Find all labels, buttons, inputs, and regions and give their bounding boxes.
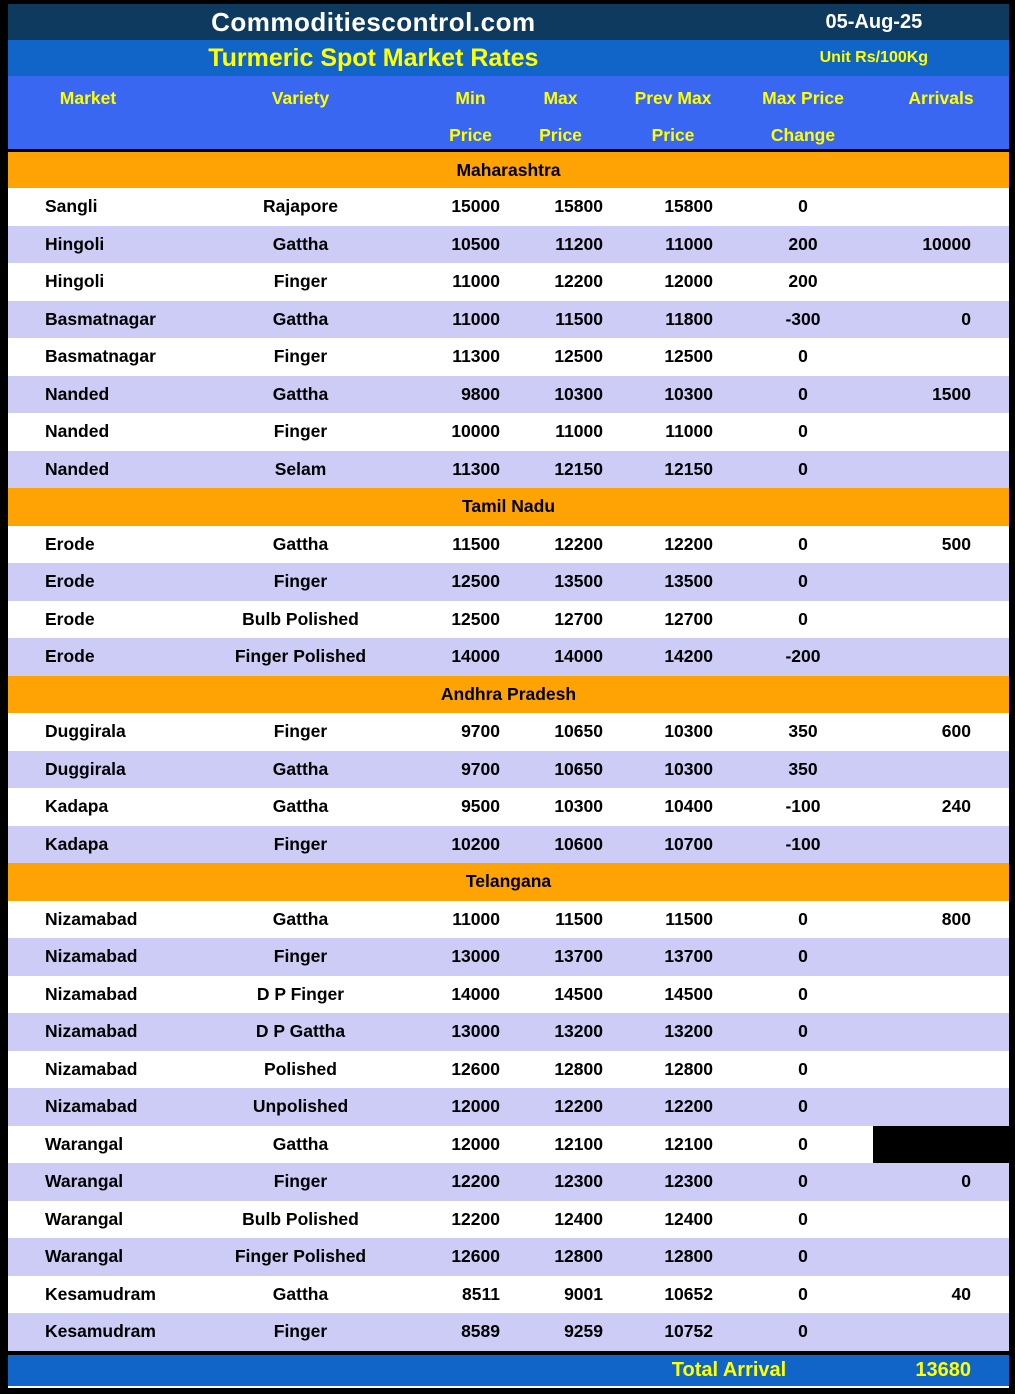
section-title: Maharashtra (8, 151, 1009, 189)
cell-market: Warangal (8, 1201, 168, 1239)
section-header-row (8, 151, 1009, 189)
cell-max-price-change: -200 (733, 638, 873, 676)
cell-max-price: 13500 (508, 563, 613, 601)
cell-min-price: 9500 (433, 788, 508, 826)
cell-variety: Gattha (168, 1126, 433, 1164)
cell-max-price: 10650 (508, 751, 613, 789)
cell-market: Hingoli (8, 263, 168, 301)
cell-max-price-change: 0 (733, 188, 873, 226)
cell-variety: Rajapore (168, 188, 433, 226)
cell-arrivals: 40 (873, 1276, 1009, 1314)
cell-prev-max-price: 13200 (613, 1013, 733, 1051)
cell-prev-max-price: 10752 (613, 1313, 733, 1351)
cell-arrivals: 1500 (873, 376, 1009, 414)
cell-market: Nizamabad (8, 901, 168, 939)
cell-arrivals (873, 1013, 1009, 1051)
cell-max-price: 15800 (508, 188, 613, 226)
cell-min-price: 10500 (433, 226, 508, 264)
cell-arrivals (873, 1313, 1009, 1351)
cell-variety: Gattha (168, 751, 433, 789)
cell-market: Kesamudram (8, 1313, 168, 1351)
cell-max-price-change: -300 (733, 301, 873, 339)
cell-market: Nanded (8, 376, 168, 414)
cell-arrivals (873, 638, 1009, 676)
table-row (8, 976, 1009, 1014)
section-header-row (8, 863, 1009, 901)
cell-market: Erode (8, 563, 168, 601)
cell-prev-max-price: 12500 (613, 338, 733, 376)
cell-market: Nanded (8, 451, 168, 489)
cell-max-price: 12700 (508, 601, 613, 639)
cell-market: Kesamudram (8, 1276, 168, 1314)
cell-market: Nizamabad (8, 1088, 168, 1126)
cell-prev-max-price: 10652 (613, 1276, 733, 1314)
cell-variety: Finger Polished (168, 1238, 433, 1276)
table-row (8, 226, 1009, 264)
cell-min-price: 9700 (433, 713, 508, 751)
cell-min-price: 11300 (433, 338, 508, 376)
cell-min-price: 12500 (433, 563, 508, 601)
cell-arrivals: 0 (873, 1163, 1009, 1201)
cell-prev-max-price: 14500 (613, 976, 733, 1014)
cell-min-price: 12500 (433, 601, 508, 639)
cell-prev-max-price: 12400 (613, 1201, 733, 1239)
cell-max-price-change: 0 (733, 451, 873, 489)
cell-max-price: 13700 (508, 938, 613, 976)
table-row (8, 1013, 1009, 1051)
cell-arrivals (873, 338, 1009, 376)
cell-max-price-change: 0 (733, 413, 873, 451)
cell-max-price-change: 350 (733, 713, 873, 751)
cell-variety: Finger (168, 938, 433, 976)
col-header-min-price: Min Price (433, 76, 508, 151)
table-row (8, 901, 1009, 939)
app-header (8, 4, 1009, 40)
table-row (8, 188, 1009, 226)
table-row (8, 1276, 1009, 1314)
cell-max-price-change: 0 (733, 1276, 873, 1314)
cell-max-price-change: 200 (733, 263, 873, 301)
cell-variety: Gattha (168, 376, 433, 414)
cell-arrivals-blackout (873, 1126, 1009, 1164)
cell-arrivals (873, 1238, 1009, 1276)
report-date: 05-Aug-25 (825, 10, 923, 33)
cell-prev-max-price: 10400 (613, 788, 733, 826)
cell-market: Nizamabad (8, 1013, 168, 1051)
cell-prev-max-price: 10300 (613, 713, 733, 751)
cell-max-price-change: 0 (733, 1126, 873, 1164)
cell-market: Kadapa (8, 788, 168, 826)
cell-min-price: 13000 (433, 938, 508, 976)
cell-market: Nanded (8, 413, 168, 451)
table-row (8, 826, 1009, 864)
cell-variety: Finger (168, 263, 433, 301)
cell-min-price: 12600 (433, 1238, 508, 1276)
total-arrival-value: 13680 (915, 1358, 971, 1381)
cell-max-price-change: 0 (733, 1051, 873, 1089)
cell-prev-max-price: 10700 (613, 826, 733, 864)
title-bar (8, 40, 1009, 76)
cell-arrivals (873, 451, 1009, 489)
cell-variety: Finger (168, 1163, 433, 1201)
cell-variety: Gattha (168, 788, 433, 826)
cell-min-price: 13000 (433, 1013, 508, 1051)
cell-market: Nizamabad (8, 938, 168, 976)
cell-variety: Finger (168, 338, 433, 376)
cell-min-price: 8589 (433, 1313, 508, 1351)
cell-min-price: 11300 (433, 451, 508, 489)
cell-max-price: 11000 (508, 413, 613, 451)
cell-max-price: 12200 (508, 1088, 613, 1126)
cell-prev-max-price: 12700 (613, 601, 733, 639)
cell-min-price: 11500 (433, 526, 508, 564)
cell-market: Duggirala (8, 713, 168, 751)
cell-market: Kadapa (8, 826, 168, 864)
cell-max-price: 10300 (508, 376, 613, 414)
table-row (8, 376, 1009, 414)
col-header-variety: Variety (168, 76, 433, 151)
cell-market: Erode (8, 601, 168, 639)
cell-variety: Finger (168, 563, 433, 601)
cell-market: Nizamabad (8, 1051, 168, 1089)
cell-variety: Finger (168, 1313, 433, 1351)
cell-prev-max-price: 11000 (613, 226, 733, 264)
table-row (8, 1126, 1009, 1164)
table-row (8, 563, 1009, 601)
table-header (8, 76, 1009, 151)
cell-arrivals: 800 (873, 901, 1009, 939)
cell-variety: Finger (168, 713, 433, 751)
cell-market: Basmatnagar (8, 338, 168, 376)
col-header-max-price-change: Max Price Change (733, 76, 873, 151)
cell-variety: Gattha (168, 301, 433, 339)
cell-max-price-change: 0 (733, 376, 873, 414)
cell-prev-max-price: 12800 (613, 1051, 733, 1089)
cell-min-price: 14000 (433, 976, 508, 1014)
cell-arrivals (873, 1088, 1009, 1126)
cell-min-price: 12600 (433, 1051, 508, 1089)
cell-arrivals (873, 263, 1009, 301)
cell-arrivals (873, 751, 1009, 789)
table-row (8, 263, 1009, 301)
cell-max-price: 10600 (508, 826, 613, 864)
cell-max-price-change: 0 (733, 563, 873, 601)
cell-max-price-change: 0 (733, 1313, 873, 1351)
cell-max-price-change: 200 (733, 226, 873, 264)
cell-max-price: 12150 (508, 451, 613, 489)
table-row (8, 413, 1009, 451)
cell-max-price: 9259 (508, 1313, 613, 1351)
cell-arrivals: 0 (873, 301, 1009, 339)
cell-min-price: 12200 (433, 1201, 508, 1239)
table-row (8, 938, 1009, 976)
cell-max-price-change: -100 (733, 788, 873, 826)
cell-variety: Selam (168, 451, 433, 489)
cell-arrivals (873, 826, 1009, 864)
brand-title: Commoditiescontrol.com (211, 6, 536, 37)
cell-min-price: 12200 (433, 1163, 508, 1201)
cell-arrivals (873, 601, 1009, 639)
cell-max-price: 10300 (508, 788, 613, 826)
cell-arrivals (873, 1051, 1009, 1089)
cell-max-price: 11500 (508, 901, 613, 939)
cell-min-price: 15000 (433, 188, 508, 226)
section-title: Telangana (8, 863, 1009, 901)
cell-market: Sangli (8, 188, 168, 226)
table-row (8, 1163, 1009, 1201)
col-header-arrivals: Arrivals (873, 76, 1009, 151)
section-header-row (8, 488, 1009, 526)
cell-max-price: 14000 (508, 638, 613, 676)
table-row (8, 1238, 1009, 1276)
table-row (8, 638, 1009, 676)
cell-prev-max-price: 12200 (613, 1088, 733, 1126)
table-row (8, 451, 1009, 489)
cell-variety: Unpolished (168, 1088, 433, 1126)
cell-prev-max-price: 11500 (613, 901, 733, 939)
cell-max-price: 12800 (508, 1051, 613, 1089)
cell-arrivals (873, 188, 1009, 226)
cell-min-price: 8511 (433, 1276, 508, 1314)
table-row (8, 1051, 1009, 1089)
cell-arrivals (873, 976, 1009, 1014)
cell-variety: D P Finger (168, 976, 433, 1014)
cell-market: Warangal (8, 1238, 168, 1276)
cell-market: Duggirala (8, 751, 168, 789)
cell-max-price-change: 0 (733, 1088, 873, 1126)
cell-max-price-change: 350 (733, 751, 873, 789)
cell-arrivals: 10000 (873, 226, 1009, 264)
cell-variety: Bulb Polished (168, 601, 433, 639)
cell-max-price: 12100 (508, 1126, 613, 1164)
cell-max-price-change: 0 (733, 1238, 873, 1276)
section-header-row (8, 676, 1009, 714)
cell-market: Warangal (8, 1126, 168, 1164)
unit-label: Unit Rs/100Kg (819, 49, 929, 66)
cell-max-price-change: 0 (733, 976, 873, 1014)
rates-table-body (8, 151, 1009, 1351)
cell-market: Erode (8, 638, 168, 676)
cell-variety: D P Gattha (168, 1013, 433, 1051)
cell-min-price: 12000 (433, 1126, 508, 1164)
cell-prev-max-price: 10300 (613, 751, 733, 789)
cell-prev-max-price: 11800 (613, 301, 733, 339)
cell-min-price: 11000 (433, 901, 508, 939)
cell-min-price: 9800 (433, 376, 508, 414)
section-title: Andhra Pradesh (8, 676, 1009, 714)
table-row (8, 338, 1009, 376)
cell-min-price: 14000 (433, 638, 508, 676)
cell-arrivals: 240 (873, 788, 1009, 826)
cell-min-price: 9700 (433, 751, 508, 789)
cell-arrivals (873, 1201, 1009, 1239)
col-header-max-price: Max Price (508, 76, 613, 151)
col-header-market: Market (8, 76, 168, 151)
cell-variety: Finger Polished (168, 638, 433, 676)
cell-min-price: 10200 (433, 826, 508, 864)
cell-variety: Polished (168, 1051, 433, 1089)
page-title: Turmeric Spot Market Rates (208, 43, 539, 72)
cell-max-price-change: -100 (733, 826, 873, 864)
cell-market: Hingoli (8, 226, 168, 264)
cell-max-price-change: 0 (733, 1163, 873, 1201)
cell-variety: Gattha (168, 526, 433, 564)
table-row (8, 1201, 1009, 1239)
cell-max-price-change: 0 (733, 901, 873, 939)
table-row (8, 751, 1009, 789)
cell-arrivals (873, 563, 1009, 601)
cell-market: Warangal (8, 1163, 168, 1201)
cell-arrivals: 600 (873, 713, 1009, 751)
cell-max-price-change: 0 (733, 1013, 873, 1051)
col-header-prev-max-price: Prev Max Price (613, 76, 733, 151)
cell-variety: Gattha (168, 226, 433, 264)
cell-max-price: 11200 (508, 226, 613, 264)
cell-max-price: 11500 (508, 301, 613, 339)
cell-max-price-change: 0 (733, 526, 873, 564)
cell-prev-max-price: 12800 (613, 1238, 733, 1276)
cell-prev-max-price: 14200 (613, 638, 733, 676)
cell-prev-max-price: 12150 (613, 451, 733, 489)
cell-prev-max-price: 12000 (613, 263, 733, 301)
cell-variety: Finger (168, 413, 433, 451)
cell-max-price: 12200 (508, 263, 613, 301)
table-row (8, 1088, 1009, 1126)
cell-max-price: 12800 (508, 1238, 613, 1276)
cell-max-price: 12300 (508, 1163, 613, 1201)
table-row (8, 788, 1009, 826)
table-row (8, 301, 1009, 339)
cell-market: Nizamabad (8, 976, 168, 1014)
cell-variety: Gattha (168, 901, 433, 939)
cell-variety: Gattha (168, 1276, 433, 1314)
cell-prev-max-price: 10300 (613, 376, 733, 414)
cell-max-price: 14500 (508, 976, 613, 1014)
cell-arrivals (873, 413, 1009, 451)
cell-variety: Finger (168, 826, 433, 864)
cell-prev-max-price: 12300 (613, 1163, 733, 1201)
cell-arrivals (873, 938, 1009, 976)
cell-max-price: 12500 (508, 338, 613, 376)
cell-prev-max-price: 12200 (613, 526, 733, 564)
cell-max-price: 12200 (508, 526, 613, 564)
cell-min-price: 11000 (433, 301, 508, 339)
cell-max-price-change: 0 (733, 601, 873, 639)
cell-prev-max-price: 15800 (613, 188, 733, 226)
cell-max-price-change: 0 (733, 1201, 873, 1239)
cell-max-price: 9001 (508, 1276, 613, 1314)
cell-prev-max-price: 12100 (613, 1126, 733, 1164)
cell-prev-max-price: 13700 (613, 938, 733, 976)
cell-market: Basmatnagar (8, 301, 168, 339)
cell-min-price: 12000 (433, 1088, 508, 1126)
cell-min-price: 11000 (433, 263, 508, 301)
section-title: Tamil Nadu (8, 488, 1009, 526)
cell-max-price: 10650 (508, 713, 613, 751)
footer-bar (8, 1351, 1009, 1386)
cell-market: Erode (8, 526, 168, 564)
cell-arrivals: 500 (873, 526, 1009, 564)
table-row (8, 601, 1009, 639)
cell-max-price: 12400 (508, 1201, 613, 1239)
cell-max-price: 13200 (508, 1013, 613, 1051)
cell-prev-max-price: 13500 (613, 563, 733, 601)
cell-variety: Bulb Polished (168, 1201, 433, 1239)
cell-prev-max-price: 11000 (613, 413, 733, 451)
cell-min-price: 10000 (433, 413, 508, 451)
table-row (8, 713, 1009, 751)
rates-table (8, 76, 1009, 1351)
table-row (8, 1313, 1009, 1351)
cell-max-price-change: 0 (733, 938, 873, 976)
table-row (8, 526, 1009, 564)
cell-max-price-change: 0 (733, 338, 873, 376)
total-arrival-label: Total Arrival (671, 1358, 787, 1381)
